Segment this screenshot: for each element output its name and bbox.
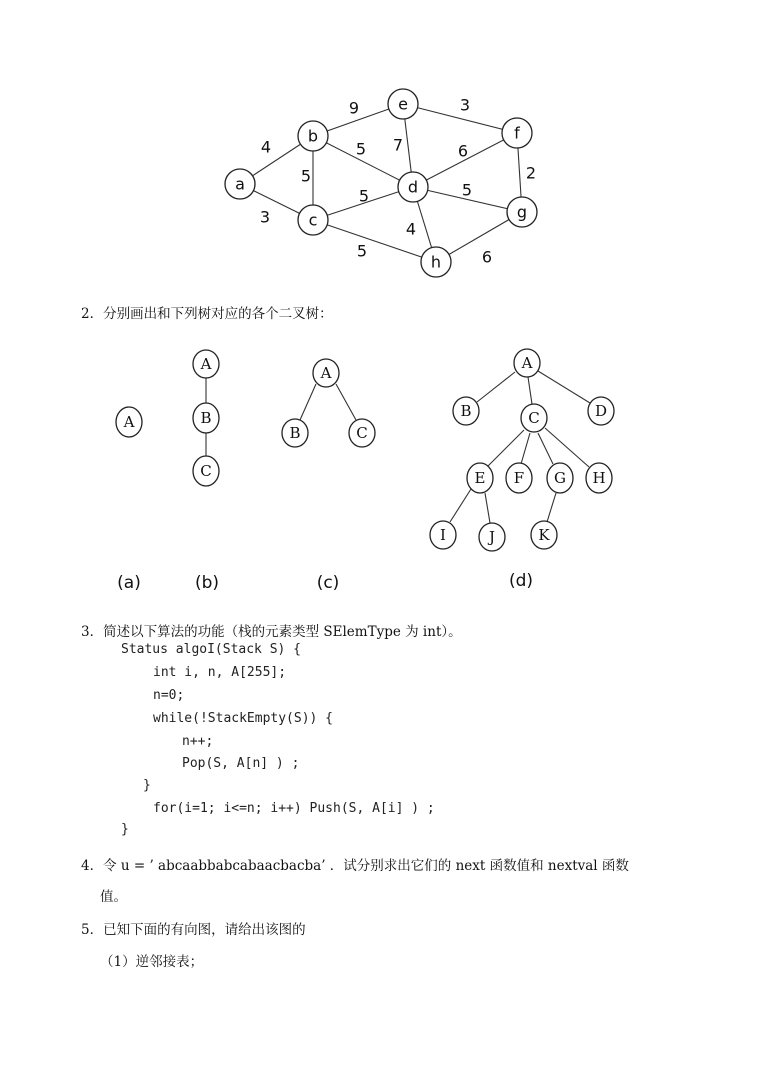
caption-d: (d) [508,571,534,591]
svg-text:h: h [430,252,442,272]
svg-text:e: e [398,94,408,114]
tree-d-edge-C-E [488,430,524,466]
svg-text:G: G [554,469,566,487]
svg-text:C: C [528,409,540,427]
svg-text:A: A [123,413,135,431]
tree-b-node-A [193,350,219,378]
svg-text:F: F [513,469,525,487]
tree-d-node-J [479,523,505,551]
code-line-9: } [121,822,129,837]
code-line-7: } [143,778,151,793]
tree-d-edge-E-I [450,489,471,522]
caption-a: (a) [117,573,141,593]
svg-text:b: b [307,126,319,146]
tree-d-node-G [547,463,573,493]
svg-text:c: c [308,210,318,230]
graph-node-b [298,121,328,151]
tree-d-edge-E-J [485,493,490,523]
weight-d-f: 6 [457,141,469,161]
tree-d-edge-G-K [547,493,556,522]
weight-d-h: 4 [405,219,417,239]
weight-g-h: 6 [481,247,493,267]
question-4-line-2: 值。 [100,889,127,905]
graph-node-f [502,118,532,148]
code-line-2: int i, n, A[255]; [153,665,287,680]
tree-c-edge-A-C [336,384,356,420]
svg-text:C: C [356,424,368,442]
weight-b-c: 5 [300,166,312,186]
svg-text:d: d [407,177,419,197]
tree-c-edge-A-B [300,384,316,420]
svg-text:g: g [516,202,528,222]
weight-e-d: 7 [392,135,404,155]
weight-b-d: 5 [355,139,367,159]
svg-text:C: C [200,462,212,480]
graph-node-a [225,169,255,199]
weight-b-a: 4 [260,137,272,157]
trees-figure [0,330,761,630]
tree-d-edge-A-B [477,372,515,402]
weight-c-d: 5 [358,186,370,206]
graph-node-d [398,172,428,202]
tree-c-node-B [282,419,308,447]
code-line-5: n++; [182,734,214,749]
svg-text:B: B [200,409,212,427]
tree-d-edge-A-D [538,371,590,403]
weight-c-h: 5 [356,241,368,261]
svg-text:A: A [200,355,212,373]
svg-text:I: I [440,526,446,544]
tree-d-edge-C-G [538,433,553,464]
weight-d-g: 5 [461,180,473,200]
tree-d-node-E [467,463,493,493]
code-line-3: n=0; [153,688,185,703]
tree-b-node-B [193,403,219,433]
svg-text:H: H [592,469,606,487]
caption-c: (c) [316,573,340,593]
graph-node-g [507,197,537,227]
graph-node-e [388,89,418,119]
svg-text:a: a [235,174,245,194]
svg-text:f: f [514,123,520,143]
weight-a-c: 3 [259,207,271,227]
weight-e-f: 3 [459,95,471,115]
question-5-line-1: 5．已知下面的有向图，请给出该图的 [81,922,306,938]
weighted-graph [0,0,761,300]
code-line-4: while(!StackEmpty(S)) { [153,711,334,726]
tree-c-node-A [313,359,339,387]
weight-e-b: 9 [348,98,360,118]
tree-d-node-D [588,397,614,425]
svg-text:B: B [460,402,472,420]
tree-d-node-A [514,349,540,377]
caption-b: (b) [194,573,220,593]
tree-a-node-A [116,407,142,437]
tree-d-node-F [506,463,532,493]
code-line-1: Status algoI(Stack S) { [121,642,302,657]
svg-text:E: E [474,469,486,487]
code-line-8: for(i=1; i<=n; i++) Push(S, A[i] ) ; [153,801,435,816]
tree-b-node-C [193,456,219,486]
tree-d-node-I [430,521,456,549]
question-2-text: 2．分别画出和下列树对应的各个二叉树： [81,306,333,322]
svg-text:B: B [289,424,301,442]
svg-text:A: A [521,354,533,372]
svg-text:J: J [488,528,496,546]
tree-d-node-H [586,463,612,493]
question-5-line-2: （1）逆邻接表； [100,954,204,970]
tree-d-node-B [453,397,479,425]
weight-f-g: 2 [525,163,537,183]
graph-node-c [298,205,328,235]
graph-node-h [421,247,451,277]
tree-d-node-K [531,521,557,549]
svg-text:A: A [320,364,332,382]
tree-c-node-C [349,419,375,447]
edge-c-h [313,220,436,262]
code-line-6: Pop(S, A[n] ) ; [182,756,300,771]
question-3-text: 3．简述以下算法的功能（栈的元素类型 SElemType 为 int）。 [81,624,462,640]
tree-d-edge-C-F [521,433,530,464]
svg-text:K: K [538,526,550,544]
question-4-line-1: 4．令 u = ’ abcaabbabcabaacbacba’ ．试分别求出它们的 next 函数值和 nextval 函数 [81,858,629,874]
svg-text:D: D [594,402,608,420]
tree-d-edge-A-C [528,377,532,404]
tree-d-node-C [521,404,547,432]
